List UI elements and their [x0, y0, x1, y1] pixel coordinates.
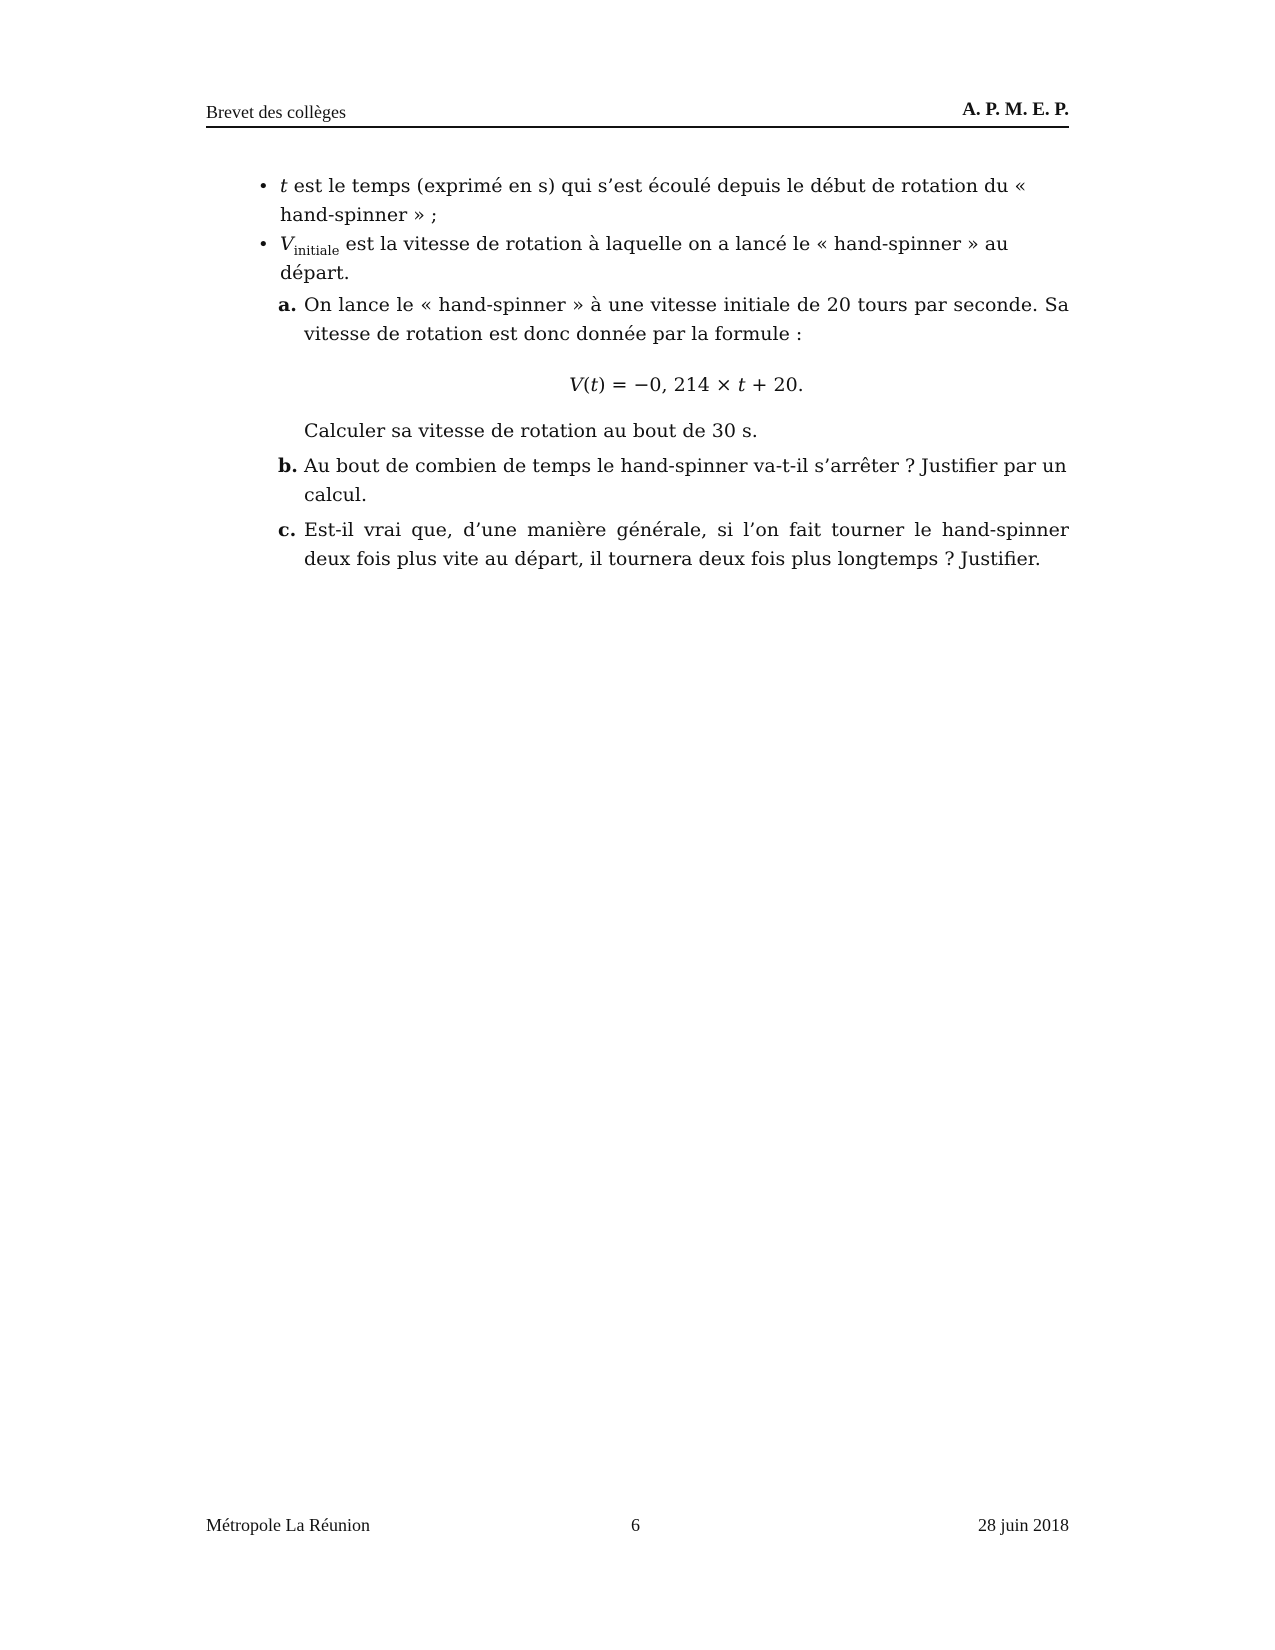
question-c-text: Est-il vrai que, d’une manière générale, si l’on fait tourner le hand-spinner deux fois plus vite au départ, il tournera deux fois plus longtemps ? Justifier. — [304, 519, 1069, 570]
question-b-label: b. — [278, 455, 298, 477]
bullet-initial-speed — [206, 230, 1069, 288]
formula-lhs: V — [569, 374, 584, 396]
question-a — [206, 291, 1069, 349]
var-t: t — [280, 175, 288, 197]
bullet-initial-speed-text: est la vitesse de rotation à laquelle on a lancé le « hand-spinner » au départ. — [280, 233, 1009, 284]
formula-arg: t — [590, 374, 599, 396]
page-number: 6 — [631, 1515, 640, 1535]
var-v-subscript: initiale — [293, 243, 340, 259]
question-b — [206, 452, 1069, 510]
header-left: Brevet des collèges — [206, 102, 346, 122]
footer-left: Métropole La Réunion — [206, 1515, 370, 1535]
question-c-label: c. — [278, 519, 297, 541]
exercise-content — [206, 172, 1069, 574]
var-v: V — [280, 233, 294, 255]
question-a-followup: Calculer sa vitesse de rotation au bout de 30 s. — [304, 420, 758, 442]
formula-var: t — [737, 374, 746, 396]
page-footer — [206, 1515, 1069, 1539]
formula-mid: = −0, 214 × — [605, 374, 738, 396]
question-a-text: On lance le « hand-spinner » à une vitesse initiale de 20 tours par seconde. Sa vitesse de rotation est donc donnée par la formule : — [304, 294, 1069, 345]
question-c — [206, 516, 1069, 574]
header-right: A. P. M. E. P. — [962, 99, 1069, 120]
formula-end: + 20. — [745, 374, 804, 396]
footer-date: 28 juin 2018 — [977, 1515, 1069, 1535]
bullet-time — [206, 172, 1069, 230]
page-header — [206, 98, 1069, 128]
formula: V(t) = −0, 214 × t + 20. — [569, 374, 804, 396]
question-a-label: a. — [278, 294, 297, 316]
bullet-time-text: est le temps (exprimé en s) qui s’est écoulé depuis le début de rotation du « hand-spinner » ; — [280, 175, 1027, 226]
question-b-text: Au bout de combien de temps le hand-spinner va-t-il s’arrêter ? Justifier par un calcul. — [304, 455, 1067, 506]
